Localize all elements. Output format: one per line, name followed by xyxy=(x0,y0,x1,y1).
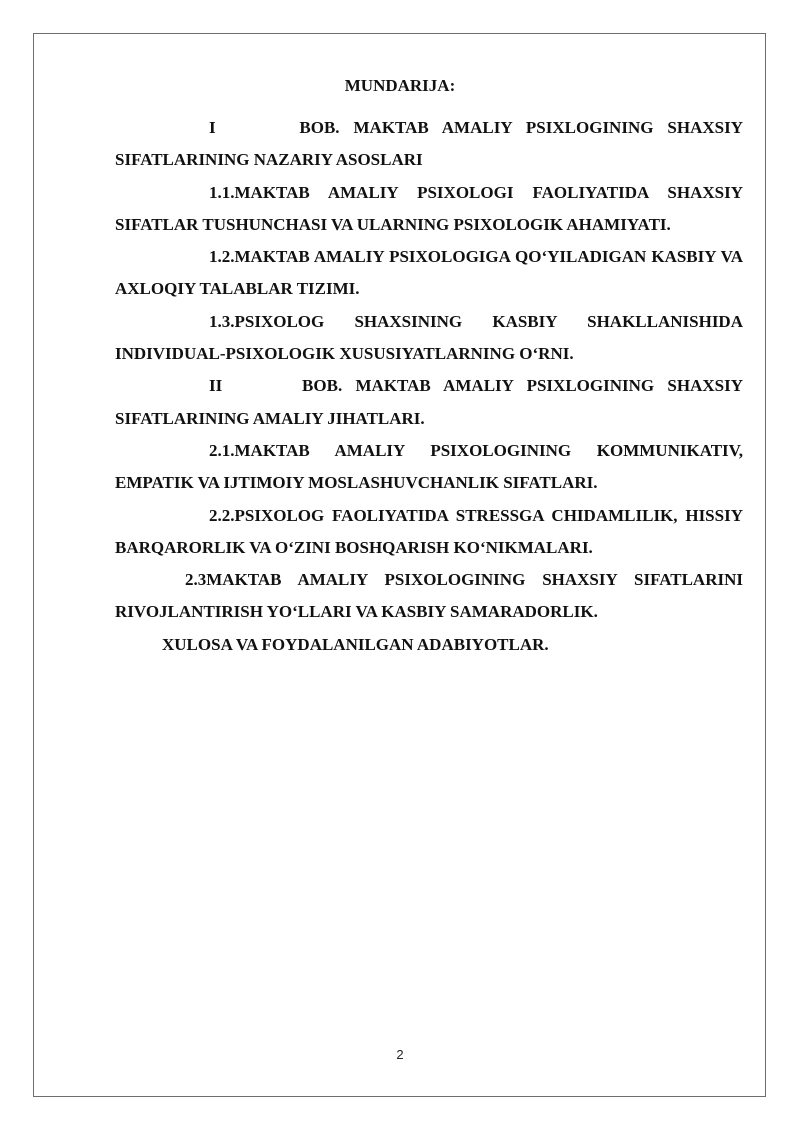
page-number: 2 xyxy=(396,1047,404,1062)
toc-entry-text: MAKTAB AMALIY PSIXOLOGI FAOLIYATIDA SHAXSIY SIFATLAR TUSHUNCHASI VA ULARNING PSIXOLOGIK AHAMIYATI. xyxy=(115,182,743,234)
toc-entry-2-2 xyxy=(115,500,743,565)
toc-entry-number: 2.1. xyxy=(209,440,235,460)
toc-entry-2-3 xyxy=(115,564,743,629)
toc-entry-text: MAKTAB AMALIY PSIXOLOGIGA QO‘YILADIGAN KASBIY VA AXLOQIY TALABLAR TIZIMI. xyxy=(115,247,743,299)
toc-entry-number: 1.1. xyxy=(209,182,235,202)
toc-entry-number: I xyxy=(209,118,216,137)
toc-entry-conclusion xyxy=(115,629,743,661)
toc-entry-1-3 xyxy=(115,306,743,371)
toc-entry-number: 2.3 xyxy=(185,570,207,590)
toc-entry-number: 2.2. xyxy=(209,505,235,525)
table-of-contents xyxy=(115,112,743,661)
toc-entry-text: MAKTAB AMALIY PSIXOLOGINING KOMMUNIKATIV, EMPATIK VA IJTIMOIY MOSLASHUVCHANLIK SIFATLARI. xyxy=(115,440,743,493)
toc-entry-number: 1.3. xyxy=(209,311,235,331)
toc-entry-text: MAKTAB AMALIY PSIXOLOGINING SHAXSIY SIFATLARINI RIVOJLANTIRISH YO‘LLARI VA KASBIY SAMARADORLIK. xyxy=(115,570,743,622)
toc-entry-number: II xyxy=(209,376,223,396)
toc-entry-number: 1.2. xyxy=(209,247,235,267)
toc-entry-chapter-2 xyxy=(115,370,743,435)
document-title: MUNDARIJA: xyxy=(344,76,456,95)
toc-entry-chapter-1 xyxy=(115,112,743,177)
toc-entry-text: BOB. MAKTAB AMALIY PSIXLOGINING SHAXSIY SIFATLARINING AMALIY JIHATLARI. xyxy=(115,376,744,428)
toc-entry-2-1 xyxy=(115,435,743,500)
toc-entry-1-2 xyxy=(115,241,743,306)
toc-entry-text: BOB. MAKTAB AMALIY PSIXLOGINING SHAXSIY SIFATLARINING NAZARIY ASOSLARI xyxy=(115,118,743,170)
toc-entry-text: PSIXOLOG SHAXSINING KASBIY SHAKLLANISHIDA INDIVIDUAL-PSIXOLOGIK XUSUSIYATLARNING O‘RNI. xyxy=(115,311,743,364)
toc-entry-1-1 xyxy=(115,177,743,242)
toc-entry-text: XULOSA VA FOYDALANILGAN ADABIYOTLAR. xyxy=(162,634,549,654)
toc-entry-text: PSIXOLOG FAOLIYATIDA STRESSGA CHIDAMLILIK, HISSIY BARQARORLIK VA O‘ZINI BOSHQARISH KO‘NIKMALARI. xyxy=(115,505,743,557)
